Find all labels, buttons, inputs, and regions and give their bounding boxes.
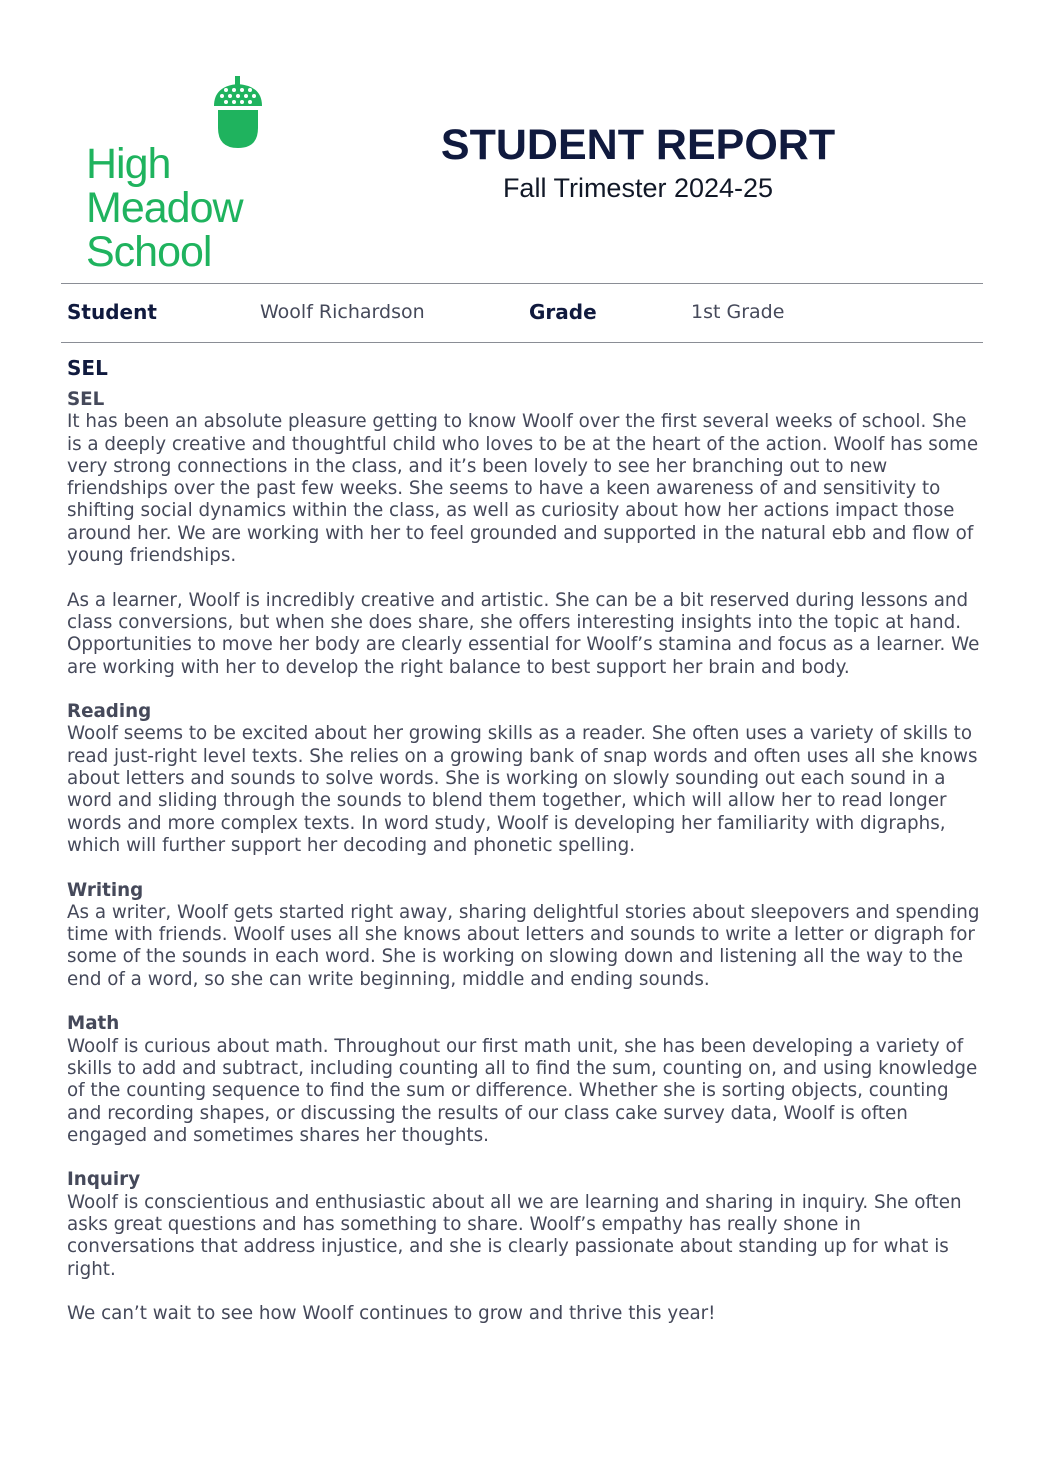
section-title: SEL	[67, 356, 108, 380]
math-paragraph: Woolf is curious about math. Throughout our first math unit, she has been developing a variety of skills to add and subtract, including counting all to find the sum, counting on, and using knowledge of the counting sequence to find the sum or difference. Whether she is sorting objects, counting and recording shapes, or discussing the results of our class cake survey data, Woolf is often engaged and sometimes shares her thoughts.	[67, 1035, 978, 1146]
closing-paragraph: We can’t wait to see how Woolf continues to grow and thrive this year!	[67, 1303, 716, 1325]
top-divider	[61, 283, 983, 284]
grade-label: Grade	[529, 300, 597, 324]
logo-line-3: School	[86, 228, 212, 276]
reading-paragraph: Woolf seems to be excited about her growing skills as a reader. She often uses a variety of skills to read just-right level texts. She relies on a growing bank of snap words and often uses all she knows about letters and sounds to solve words. She is working on slowly sounding out each sound in a word and sliding through the sounds to blend them together, which will allow her to read longer words and more complex texts. In word study, Woolf is developing her familiarity with digraphs, which will further support her decoding and phonetic spelling.	[67, 723, 978, 856]
grade-value: 1st Grade	[691, 301, 785, 323]
report-header	[380, 120, 896, 204]
school-logo	[86, 76, 276, 276]
sel-paragraph-1: It has been an absolute pleasure getting to know Woolf over the first several weeks of school. She is a deeply creative and thoughtful child who loves to be at the heart of the action. Woolf has some very strong connections in the class, and it’s been lovely to see her branching out to new friendships over the past few weeks. She seems to have a keen awareness of and sensitivity to shifting social dynamics within the class, as well as curiosity about how her actions impact those around her. We are working with her to feel grounded and supported in the natural ebb and flow of young friendships.	[67, 411, 979, 567]
writing-heading: Writing	[67, 879, 144, 901]
inquiry-paragraph: Woolf is conscientious and enthusiastic about all we are learning and sharing in inquiry. She often asks great questions and has something to share. Woolf’s empathy has really shone in conversations that address injustice, and she is clearly passionate about standing up for what is right.	[67, 1191, 962, 1280]
reading-heading: Reading	[67, 701, 152, 723]
acorn-icon	[210, 76, 266, 152]
info-divider	[61, 342, 983, 343]
report-subtitle: Fall Trimester 2024-25	[502, 173, 774, 203]
sel-heading: SEL	[67, 389, 105, 410]
student-label: Student	[67, 300, 157, 324]
report-body	[67, 355, 983, 1348]
school-name	[86, 142, 243, 274]
sel-paragraph-2: As a learner, Woolf is incredibly creative and artistic. She can be a bit reserved during lessons and class conversions, but when she does share, she offers interesting insights into the topic at hand. Opportunities to move her body are clearly essential for Woolf’s stamina and focus as a learner. We are working with her to develop the right balance to best support her brain and body.	[67, 589, 980, 678]
inquiry-heading: Inquiry	[67, 1169, 141, 1191]
report-title: STUDENT REPORT	[440, 121, 836, 169]
math-heading: Math	[67, 1013, 120, 1035]
logo-line-1: High	[86, 140, 171, 188]
writing-paragraph: As a writer, Woolf gets started right away, sharing delightful stories about sleepovers and spending time with friends. Woolf uses all she knows about letters and sounds to write a letter or digraph for some of the sounds in each word. She is working on slowing down and listening all the way to the end of a word, so she can write beginning, middle and ending sounds.	[67, 901, 980, 990]
logo-line-2: Meadow	[86, 184, 243, 232]
student-name: Woolf Richardson	[260, 301, 425, 323]
